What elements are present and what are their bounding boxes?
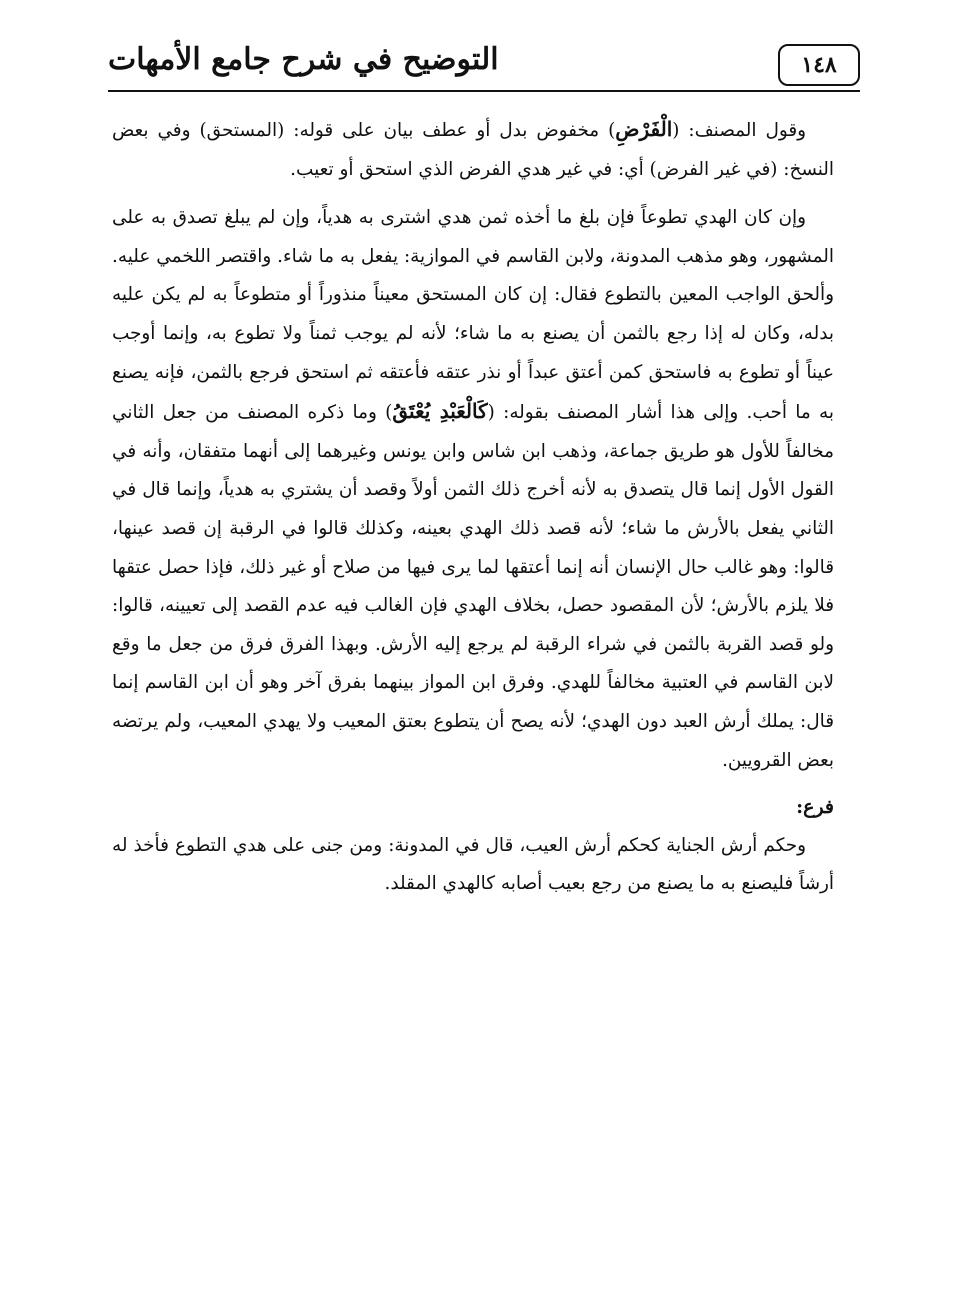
quoted-term: كَالْعَبْدِ يُعْتَقُ: [392, 399, 488, 424]
paragraph-2: وإن كان الهدي تطوعاً فإن بلغ ما أخذه ثمن هدي اشترى به هدياً، وإن لم يبلغ تصدق به على المشهور، وهو مذهب المدونة، ولابن القاسم في الموازية: يفعل به ما شاء. واقتصر اللخمي عليه. وألحق الواجب المعين بالتطوع فقال: إن كان المستحق معيناً منذوراً أو متطوعاً به لم يكن عليه بدله، وكان له إذا رجع بالثمن أن يصنع به ما شاء؛ لأنه لم يوجب ثمناً ولا تطوع به، وإنما أوجب عيناً أو تطوع به فاستحق كمن أعتق عبداً أو نذر عتقه فأعتقه ثم استحق فرجع بالثمن، فإنه يصنع به ما أحب. وإلى هذا أشار المصنف بقوله: (كَالْعَبْدِ يُعْتَقُ) وما ذكره المصنف من جعل الثاني مخالفاً للأول هو طريق جماعة، وذهب ابن شاس وابن يونس وغيرهما إلى أنهما متفقان، وأنه في القول الأول إنما قال يتصدق به لأنه أخرج ذلك الثمن أولاً وقصد أن يشتري به هدياً، وإنما قال في الثاني يفعل بالأرش ما شاء؛ لأنه قصد ذلك الهدي بعينه، وكذلك قالوا في الرقبة إن قصد عينها، قالوا: وهو غالب حال الإنسان أنه إنما أعتقها لما يرى فيها من صلاح أو غير ذلك، فإذا حصل عتقها فلا يلزم بالأرش؛ لأن المقصود حصل، بخلاف الهدي فإن الغالب فيه عدم القصد إلى تعيينه، قالوا: ولو قصد القربة بالثمن في شراء الرقبة لم يرجع إليه الأرش. وبهذا الفرق فرق من جعل ما وقع لابن القاسم في العتبية مخالفاً للهدي. وفرق ابن المواز بينهما بفرق آخر وهو أن ابن القاسم إنما قال: يملك أرش العبد دون الهدي؛ لأنه يصح أن يتطوع بعتق المعيب ولا يهدي المعيب، ولم يرتضه بعض القرويين.: [112, 207, 834, 771]
running-title: التوضيح في شرح جامع الأمهات: [108, 42, 499, 77]
quoted-term: الْفَرْضِ: [615, 117, 673, 141]
page-number: ١٤٨: [778, 44, 860, 86]
page-header: [108, 38, 860, 92]
paragraph-3: وحكم أرش الجناية كحكم أرش العيب، قال في المدونة: ومن جنى على هدي التطوع فأخذ له أرشاً فليصنع به ما يصنع من رجع بعيب أصابه كالهدي المقلد.: [112, 834, 834, 895]
section-heading: فرع:: [796, 796, 834, 819]
page-body: [112, 110, 834, 904]
header-rule: [108, 90, 860, 92]
paragraph-1: وقول المصنف: (الْفَرْضِ) مخفوض بدل أو عطف بيان على قوله: (المستحق) وفي بعض النسخ: (في غير الفرض) أي: في غير هدي الفرض الذي استحق أو تعيب.: [112, 117, 834, 180]
